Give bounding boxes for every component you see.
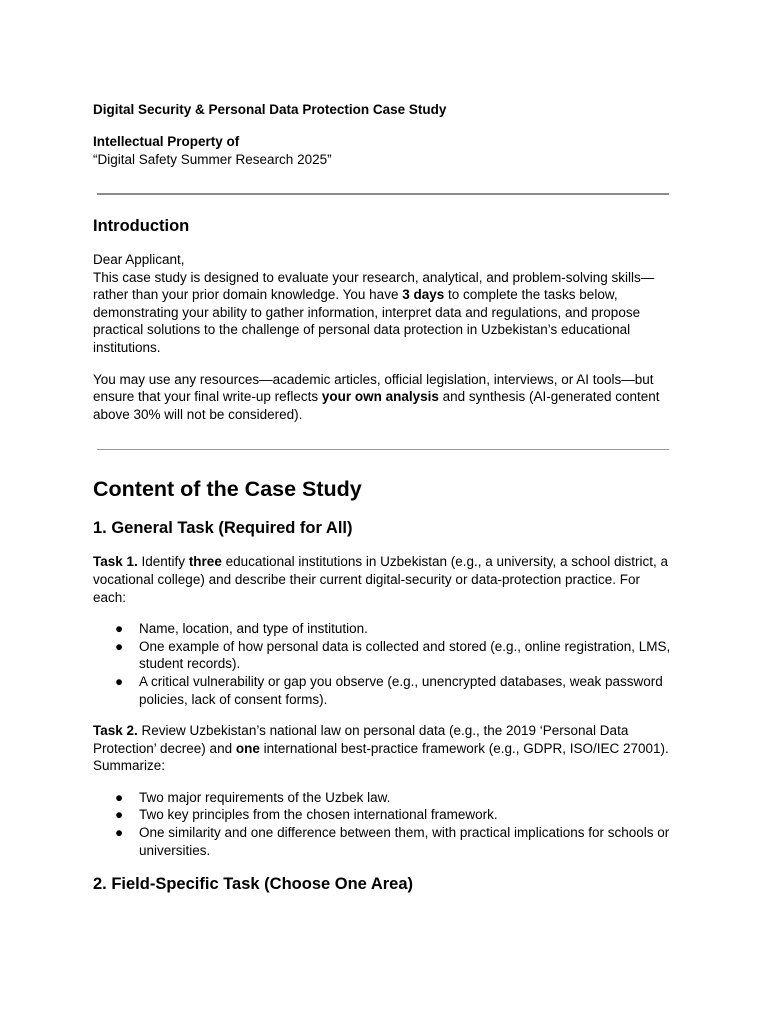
list-item bbox=[93, 806, 673, 824]
intro-p2-bold: your own analysis bbox=[321, 389, 439, 405]
list-item bbox=[93, 638, 673, 673]
task2-text-b: international best-practice framework (e.g., GDPR, ISO/IEC 27001). Summarize: bbox=[93, 740, 669, 774]
task1-text-a: Identify bbox=[137, 554, 189, 570]
divider-middle bbox=[97, 449, 669, 450]
task2-bold: one bbox=[235, 740, 260, 756]
intro-p1-bold: 3 days bbox=[402, 287, 445, 303]
task1-bullet-list bbox=[93, 620, 673, 708]
field-task-heading: 2. Field-Specific Task (Choose One Area) bbox=[93, 875, 414, 894]
list-item-text: One similarity and one difference between them, with practical implications for schools or universities. bbox=[139, 825, 670, 858]
intro-paragraph-2 bbox=[93, 371, 673, 424]
list-item bbox=[93, 673, 673, 708]
task2-bullet-list bbox=[93, 789, 673, 859]
intro-p1-text-a: This case study is designed to evaluate your research, analytical, and problem-solving skills—rather than your prior domain knowledge. You have bbox=[93, 269, 655, 303]
list-item bbox=[93, 789, 673, 807]
bullet-icon: ● bbox=[115, 807, 124, 823]
ip-value: “Digital Safety Summer Research 2025” bbox=[93, 152, 332, 167]
bullet-icon: ● bbox=[115, 621, 124, 637]
list-item-text: Two major requirements of the Uzbek law. bbox=[139, 789, 391, 805]
list-item-text: Name, location, and type of institution. bbox=[139, 621, 368, 637]
bullet-icon: ● bbox=[115, 789, 124, 805]
document-page bbox=[93, 101, 673, 895]
task1-paragraph bbox=[93, 553, 673, 606]
ip-label: Intellectual Property of bbox=[93, 134, 240, 149]
task1-bold: three bbox=[188, 554, 222, 570]
task2-label: Task 2. bbox=[93, 723, 138, 739]
document-title: Digital Security & Personal Data Protection Case Study bbox=[93, 102, 447, 117]
list-item-text: Two key principles from the chosen international framework. bbox=[139, 807, 498, 823]
intro-p2-text-b: and synthesis (AI-generated content above 30% will not be considered). bbox=[93, 389, 660, 422]
intro-p1-text-b: to complete the tasks below, demonstrating your ability to gather information, interpret data and regulations, and propose practical solutions to the challenge of personal data protection in Uzbekistan’s educational institutions. bbox=[93, 287, 641, 355]
introduction-heading: Introduction bbox=[93, 217, 190, 235]
bullet-icon: ● bbox=[115, 638, 124, 654]
bullet-icon: ● bbox=[115, 673, 124, 689]
list-item bbox=[93, 620, 673, 638]
list-item bbox=[93, 824, 673, 859]
content-heading: Content of the Case Study bbox=[93, 477, 362, 502]
greeting: Dear Applicant, bbox=[93, 252, 185, 267]
task1-text-b: educational institutions in Uzbekistan (e.g., a university, a school district, a vocational college) and describe their current digital-security or data-protection practice. For each: bbox=[93, 554, 669, 605]
list-item-text: One example of how personal data is collected and stored (e.g., online registration, LMS, student records). bbox=[139, 638, 671, 672]
task2-text-a: Review Uzbekistan’s national law on personal data (e.g., the 2019 ‘Personal Data Protection’ decree) and bbox=[93, 723, 629, 756]
intro-p2-text-a: You may use any resources—academic articles, official legislation, interviews, or AI tools—but ensure that your final write-up reflects bbox=[93, 371, 654, 405]
list-item-text: A critical vulnerability or gap you observe (e.g., unencrypted databases, weak password policies, lack of consent forms). bbox=[139, 673, 663, 707]
divider-top bbox=[97, 193, 669, 195]
task1-label: Task 1. bbox=[93, 554, 138, 570]
bullet-icon: ● bbox=[115, 825, 124, 841]
general-task-heading: 1. General Task (Required for All) bbox=[93, 519, 353, 538]
intro-paragraph-1 bbox=[93, 269, 673, 357]
task2-paragraph bbox=[93, 722, 673, 775]
